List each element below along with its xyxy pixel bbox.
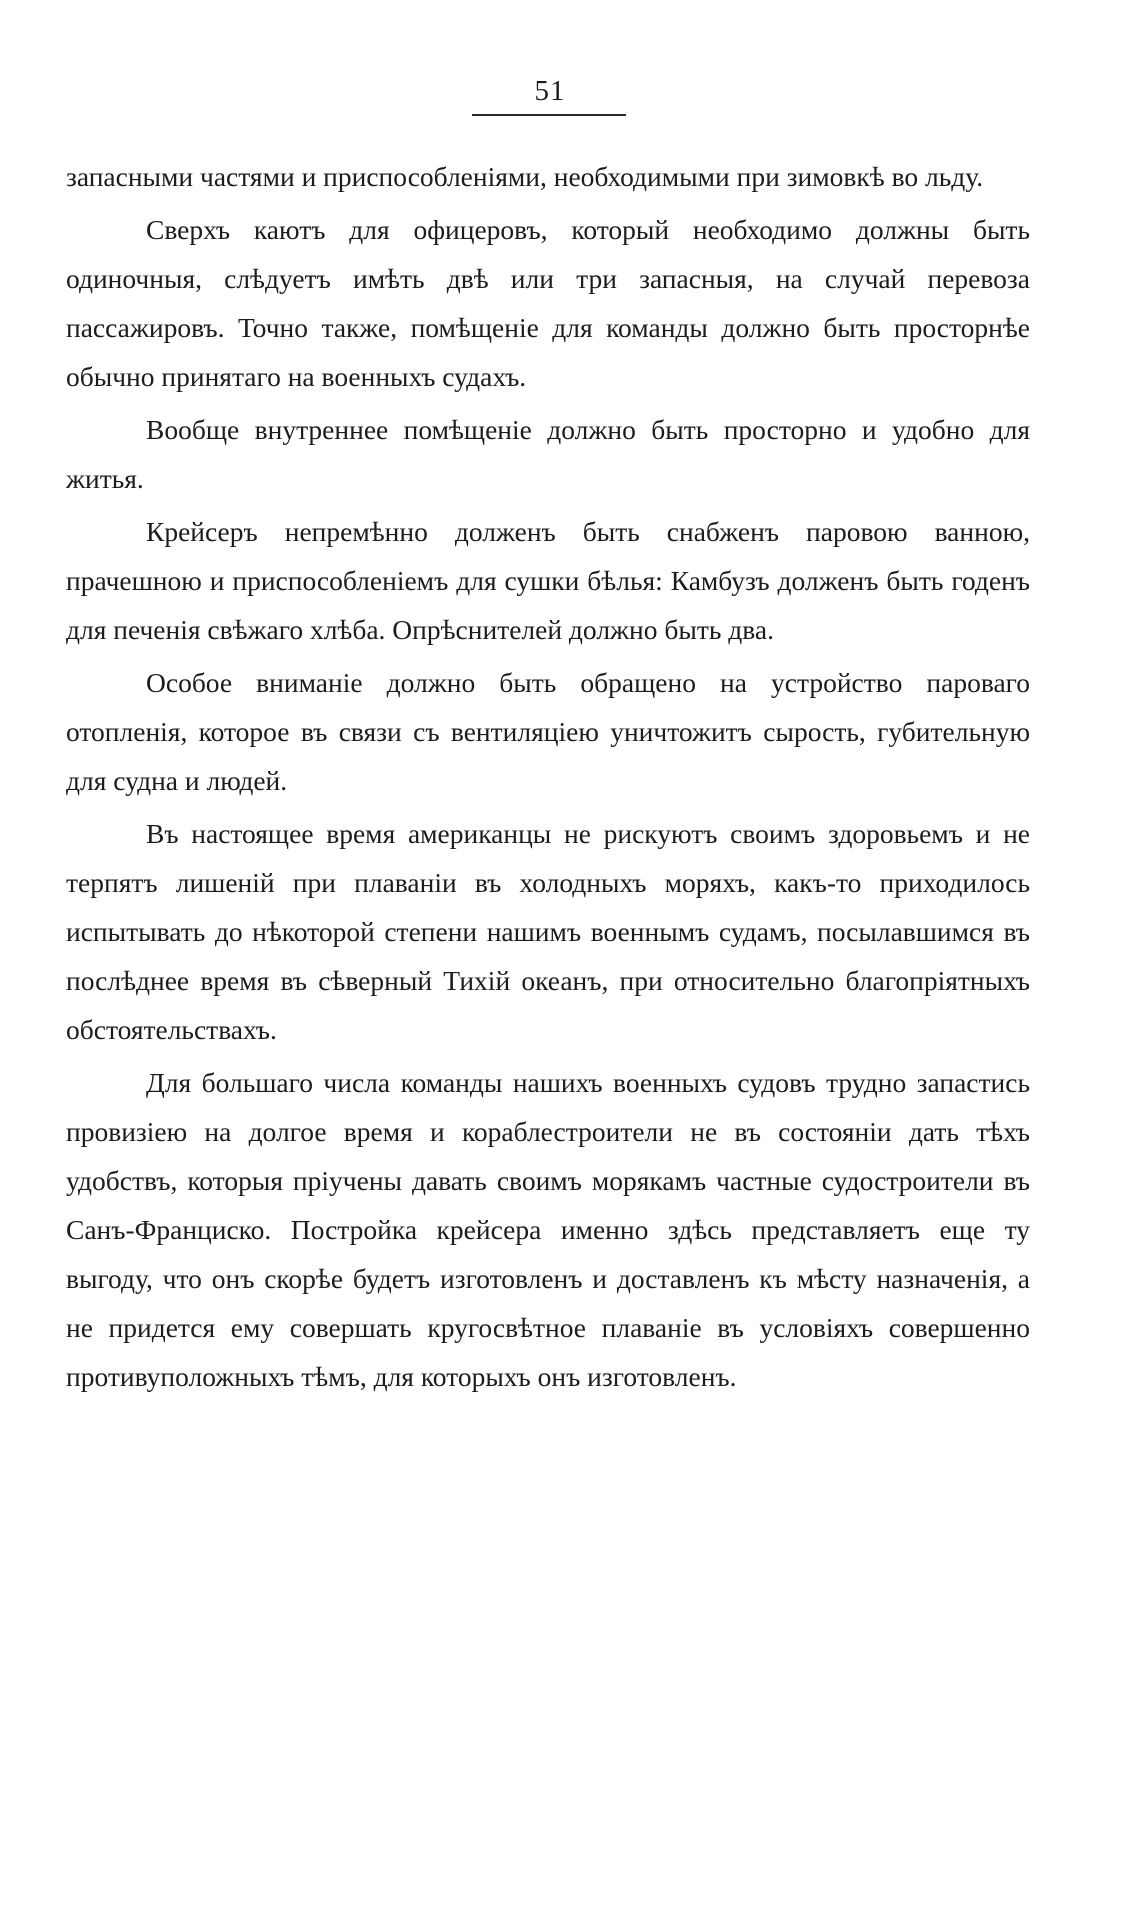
paragraph-interior: Вообще внутреннее помѣщеніе должно быть просторно и удобно для житья. (66, 414, 1030, 494)
paragraph-continuation: запасными частями и приспособленіями, необходимыми при зимовкѣ во льду. (66, 161, 984, 192)
paragraph-americans: Въ настоящее время американцы не рискуютъ своимъ здоровьемъ и не терпятъ лишеній при плаваніи въ холодныхъ моряхъ, какъ-то приходилось испытывать до нѣкоторой степени нашимъ военнымъ судамъ, посылавшимся въ послѣднее время въ сѣверный Тихій океанъ, при относительно благопріятныхъ обстоятельствахъ. (66, 818, 1030, 1045)
paragraph-heating: Особое вниманіе должно быть обращено на устройство пароваго отопленія, которое въ связи съ вентиляціею уничтожитъ сырость, губительную для судна и людей. (66, 667, 1030, 796)
paragraph-bath-galley: Крейсеръ непремѣнно долженъ быть снабженъ паровою ванною, прачешною и приспособленіемъ для сушки бѣлья: Камбузъ долженъ быть годенъ для печенія свѣжаго хлѣба. Опрѣснителей должно быть два. (66, 516, 1030, 645)
paragraph-provisions: Для большаго числа команды нашихъ военныхъ судовъ трудно запастись провизіею на долгое время и кораблестроители не въ состояніи дать тѣхъ удобствъ, которыя пріучены давать своимъ морякамъ частные судостроители въ Санъ-Франциско. Постройка крейсера именно здѣсь представляетъ еще ту выгоду, что онъ скорѣе будетъ изготовленъ и доставленъ къ мѣсту назначенія, а не придется ему совершать кругосвѣтное плаваніе въ условіяхъ совершенно противуположныхъ тѣмъ, для которыхъ онъ изготовленъ. (66, 1067, 1030, 1392)
paragraph-cabins: Сверхъ каютъ для офицеровъ, который необходимо должны быть одиночныя, слѣдуетъ имѣть двѣ или три запасныя, на случай перевоза пассажировъ. Точно также, помѣщеніе для команды должно быть просторнѣе обычно принятаго на военныхъ судахъ. (66, 214, 1030, 392)
page-body (66, 152, 1030, 1405)
page-number-rule (472, 114, 626, 116)
page-number: 51 (534, 75, 566, 107)
